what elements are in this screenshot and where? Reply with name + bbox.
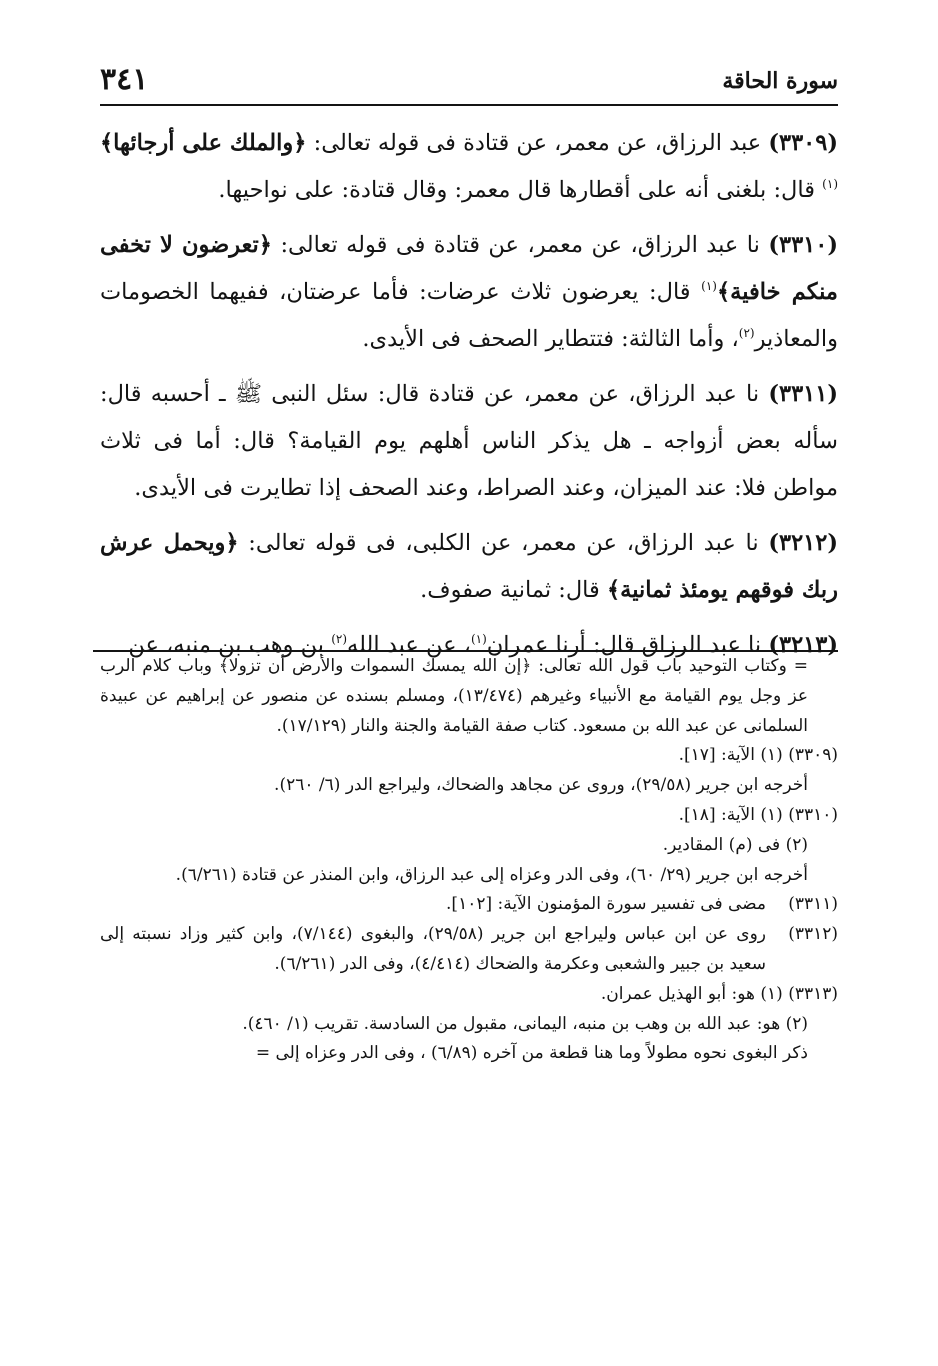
main-text	[100, 120, 838, 677]
entry-text: نا عبد الرزاق قال: أرنا عمران	[486, 632, 762, 658]
entry-text: نا عبد الرزاق، عن معمر، عن الكلبى، فى قوله تعالى:	[238, 530, 759, 556]
entry-number: (٣٢١٢)	[768, 530, 838, 556]
footnote-3310-2: (٢) فى (م) المقادير.	[662, 834, 808, 855]
footnote-ref: (١)	[470, 632, 487, 646]
footnote-text: روى عن ابن عباس وليراجع ابن جرير (٢٩/٥٨)، والبغوى (٧/١٤٤)، وابن كثير وزاد نسبته إلى سعيد بن جبير والشعبى وعكرمة والضحاك (٤/٤١٤)، وفى الدر (٦/٢٦١).	[100, 924, 766, 974]
entry-text: قال: ثمانية صفوف.	[420, 577, 607, 603]
footnote-ref: (٢)	[331, 632, 348, 646]
quran-quote: ﴿تعرضون لا تخفى منكم خافية﴾	[100, 232, 838, 305]
page-number: ٣٤١	[100, 62, 149, 97]
header-rule	[100, 104, 838, 106]
quran-quote: ﴿ويحمل عرش ربك فوقهم يومئذ ثمانية﴾	[100, 530, 838, 603]
page-header	[100, 62, 838, 102]
footnote-ref: (١)	[701, 279, 717, 293]
footnote-3313-2: (٢) هو: عبد الله بن وهب بن منبه، اليمانى، مقبول من السادسة. تقريب (١/ ٤٦٠).	[242, 1013, 808, 1034]
footnote-3311	[100, 890, 838, 920]
entry-text: قال: بلغنى أنه على أقطارها قال معمر: وقال قتادة: على نواحيها.	[218, 177, 823, 203]
footnotes	[100, 652, 838, 1069]
entry-text: نا عبد الرزاق، عن معمر، عن قتادة قال: سئل النبى ﷺ ـ أحسبه قال: سأله بعض أزواجه ـ هل يذكر الناس أهلهم يوم القيامة؟ قال: أما فى ثلاث مواطن فلا: عند الميزان، وعند الصراط، وعند الصحف إذا تطايرت فى الأيدى.	[100, 381, 838, 501]
footnote-3310-source: أخرجه ابن جرير (٢٩/ ٦٠)، وفى الدر وعزاه إلى عبد الرزاق، وابن المنذر عن قتادة (٦/٢٦١).	[175, 864, 808, 885]
footnote-3313-source: ذكر البغوى نحوه مطولاً وما هنا قطعة من آخره (٦/٨٩) ، وفى الدر وعزاه إلى =	[255, 1043, 808, 1064]
quran-quote: ﴿والملك على أرجائها﴾	[100, 130, 307, 156]
footnote-text: مضى فى تفسير سورة المؤمنون الآية: [١٠٢].	[446, 894, 766, 915]
entry-text: نا عبد الرزاق، عن معمر، عن قتادة فى قوله تعالى:	[272, 232, 760, 258]
entry-3212	[100, 520, 838, 614]
entry-number: (٣٢١٣)	[768, 632, 838, 658]
entry-number: (٣٣١٠)	[768, 232, 838, 258]
entry-text: قال: يعرضون ثلاث عرضات: فأما عرضتان، ففيهما الخصومات والمعاذير	[100, 279, 838, 352]
entry-text: ، عن عبد الله	[347, 632, 471, 658]
footnote-3310-1: (٣٣١٠) (١) الآية: [١٨].	[678, 804, 838, 825]
footnote-3309-source: أخرجه ابن جرير (٢٩/٥٨)، وروى عن مجاهد والضحاك، وليراجع الدر (٦/ ٢٦٠).	[274, 775, 808, 796]
footnote-3313-1: (٣٣١٣) (١) هو: أبو الهذيل عمران.	[600, 983, 838, 1004]
footnote-3312	[100, 920, 838, 980]
entry-3311	[100, 371, 838, 512]
entry-text: ، وأما الثالثة: فتتطاير الصحف فى الأيدى.	[362, 326, 739, 352]
footnote-label: (٣٣١٢)	[788, 924, 838, 945]
entry-text: عبد الرزاق، عن معمر، عن قتادة فى قوله تعالى:	[306, 130, 762, 156]
surah-title: سورة الحاقة	[722, 68, 838, 94]
entry-3310	[100, 222, 838, 363]
entry-text: بن وهب بن منبه، عن	[128, 632, 332, 658]
footnote-label: (٣٣١١)	[788, 894, 838, 915]
footnote-ref: (١)	[822, 177, 838, 191]
entry-number: (٣٣١١)	[768, 381, 838, 407]
footnote-continuation: = وكتاب التوحيد باب قول الله تعالى: ﴿إن الله يمسك السموات والأرض أن تزولا﴾ وباب كلام الرب عز وجل يوم القيامة مع الأنبياء وغيرهم (١٣/٤٧٤)، ومسلم بسنده عن منصور عن إبراهيم عن عبيدة السلمانى عن عبد الله بن مسعود. كتاب صفة القيامة والجنة والنار (١٧/١٢٩).	[100, 656, 808, 736]
entry-number: (٣٣٠٩)	[768, 130, 838, 156]
footnote-ref: (٢)	[738, 326, 755, 340]
footnote-3309-1: (٣٣٠٩) (١) الآية: [١٧].	[678, 745, 838, 766]
entry-3309	[100, 120, 838, 214]
